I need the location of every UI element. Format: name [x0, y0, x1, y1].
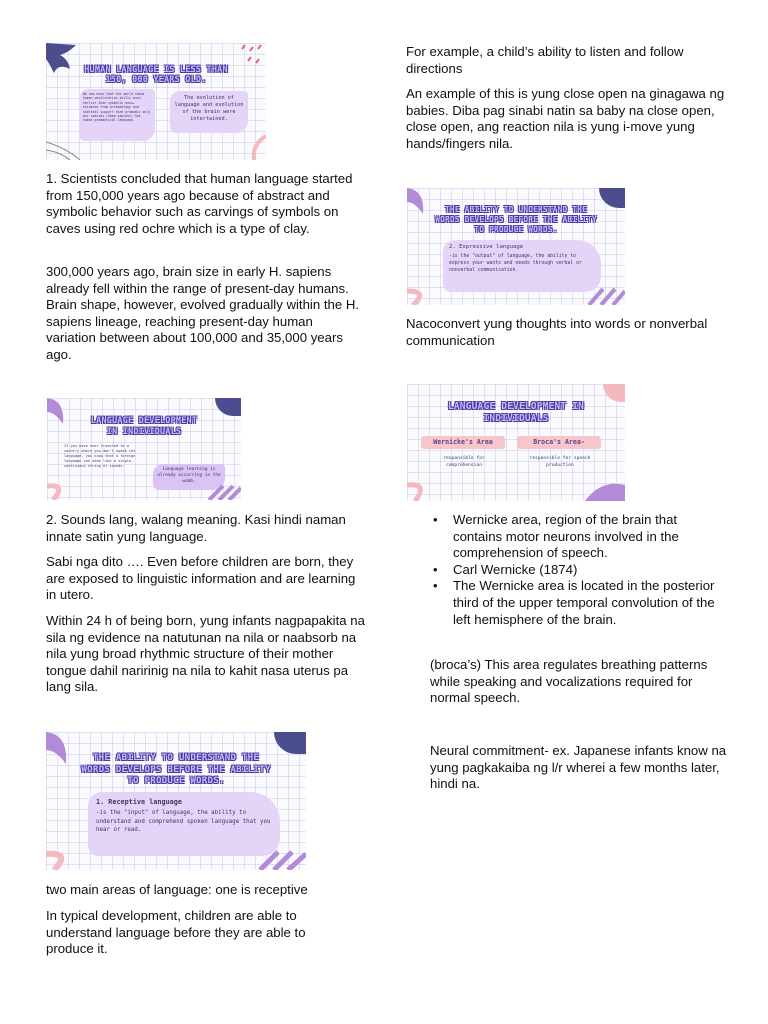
slide-thumbnail-5 [407, 384, 625, 501]
paragraph: Nacoconvert yung thoughts into words or nonverbal communication [406, 316, 708, 348]
wernicke-description: responsible for comprehension [443, 456, 485, 468]
swirl-decoration-icon [46, 844, 82, 870]
paragraph: In typical development, children are able to understand language before they are able to produce it. [46, 908, 306, 957]
swirl-decoration-icon [46, 134, 86, 160]
list-item: • Wernicke area, region of the brain that contains motor neurons involved in the comprehension of speech. [431, 512, 715, 562]
paragraph: An example of this is yung close open na ginagawa ng babies. Diba pag sinabi natin sa baby na close open, close open, ang reaction nila is yung i-move yung hands/fingers nila. [406, 86, 725, 151]
swirl-decoration-icon [407, 283, 437, 305]
list-item: • The Wernicke area is located in the posterior third of the upper temporal convolution of the left hemisphere of the brain. [431, 578, 715, 628]
paragraph: 300,000 years ago, brain size in early H. sapiens already fell within the range of present-day humans. Brain shape, however, evolved gradually within the H. sapiens lineage, reaching present-day human variation between about 100,000 and 35,000 years ago. [46, 264, 360, 362]
corner-shape [603, 384, 625, 402]
list-item: • Carl Wernicke (1874) [431, 562, 715, 579]
slide-text-box: If you have ever traveled to a country where you don't speak the language, you know that a foreign language can seem like a single, continuous string of sounds. [64, 444, 136, 468]
slide-body-text: -is the "input" of language, the ability to understand and comprehend spoken language that you hear or read. [96, 810, 271, 833]
slide-text-box: We now know that the world shows human vocalization skills much earlier than symbolic ones… evidence from archaeology and skeletal support that probably only our species (Homo sapiens) has human grammatical language. [79, 89, 155, 141]
paragraph: Neural commitment- ex. Japanese infants know na yung pagkakaiba ng l/r wherei a few months later, hindi na. [430, 743, 727, 792]
paragraph: Within 24 h of being born, yung infants nagpapakita na sila ng evidence na natutunan na nila or naabsorb na nila yung broad rhythmic structure of their mother tongue dahil naririnig na nila to kahit nasa uterus pa lang sila. [46, 613, 365, 695]
slide-body-text: -is the "output" of language, the ability to express your wants and needs through verbal or nonverbal communication. [449, 253, 582, 273]
paragraph: two main areas of language: one is receptive [46, 882, 308, 897]
slide-text-box: Language learning is already occurring in the womb. [153, 464, 225, 490]
paragraph: (broca’s) This area regulates breathing patterns while speaking and vocalizations required for normal speech. [430, 657, 708, 706]
wernicke-label: Wernicke's Area [421, 436, 505, 449]
swirl-decoration-icon [581, 285, 625, 305]
slide-text-box: The evolution of language and evolution of the brain were intertwined. [170, 91, 248, 133]
slide-thumbnail-2 [47, 398, 241, 500]
paragraph: Sabi nga dito …. Even before children are born, they are exposed to linguistic information and are learning in utero. [46, 554, 356, 603]
swirl-decoration-icon [581, 479, 625, 501]
slide-thumbnail-1 [46, 43, 266, 160]
broca-label: Broca's Area- [517, 436, 601, 449]
slide-subheading: 1. Receptive language [96, 798, 182, 806]
slide-title: LANGUAGE DEVELOPMENT IN INDIVIDUALS [447, 401, 585, 424]
paragraph: For example, a child’s ability to listen and follow directions [406, 44, 684, 76]
bullet-list [431, 512, 715, 628]
broca-description: responsible for speech production [529, 456, 591, 468]
corner-shape [215, 398, 241, 416]
slide-thumbnail-3 [46, 732, 306, 870]
swirl-decoration-icon [47, 476, 77, 500]
slide-title: HUMAN LANGUAGE IS LESS THAN 150, 000 YEARS OLD. [84, 65, 228, 85]
slide-title: THE ABILITY TO UNDERSTAND THE WORDS DEVELOPS BEFORE THE ABILITY TO PRODUCE WORDS. [435, 205, 597, 234]
slide-text-box [443, 240, 601, 292]
slide-thumbnail-4 [407, 188, 625, 305]
swirl-decoration-icon [201, 482, 241, 500]
paragraph: 2. Sounds lang, walang meaning. Kasi hindi naman innate satin yung language. [46, 512, 346, 544]
slide-title: LANGUAGE DEVELOPMENT IN INDIVIDUALS [90, 416, 198, 437]
corner-shape [274, 732, 306, 754]
paragraph: 1. Scientists concluded that human language started from 150,000 years ago because of abstract and symbolic behavior such as carvings of symbols on caves using red ochre which is a type of clay. [46, 171, 353, 236]
swirl-decoration-icon [250, 846, 306, 870]
slide-title: THE ABILITY TO UNDERSTAND THE WORDS DEVELOPS BEFORE THE ABILITY TO PRODUCE WORDS. [81, 752, 271, 786]
swirl-decoration-icon [407, 475, 437, 501]
slide-subheading: 2. Expressive language [449, 244, 524, 250]
swirl-decoration-icon [246, 134, 266, 160]
